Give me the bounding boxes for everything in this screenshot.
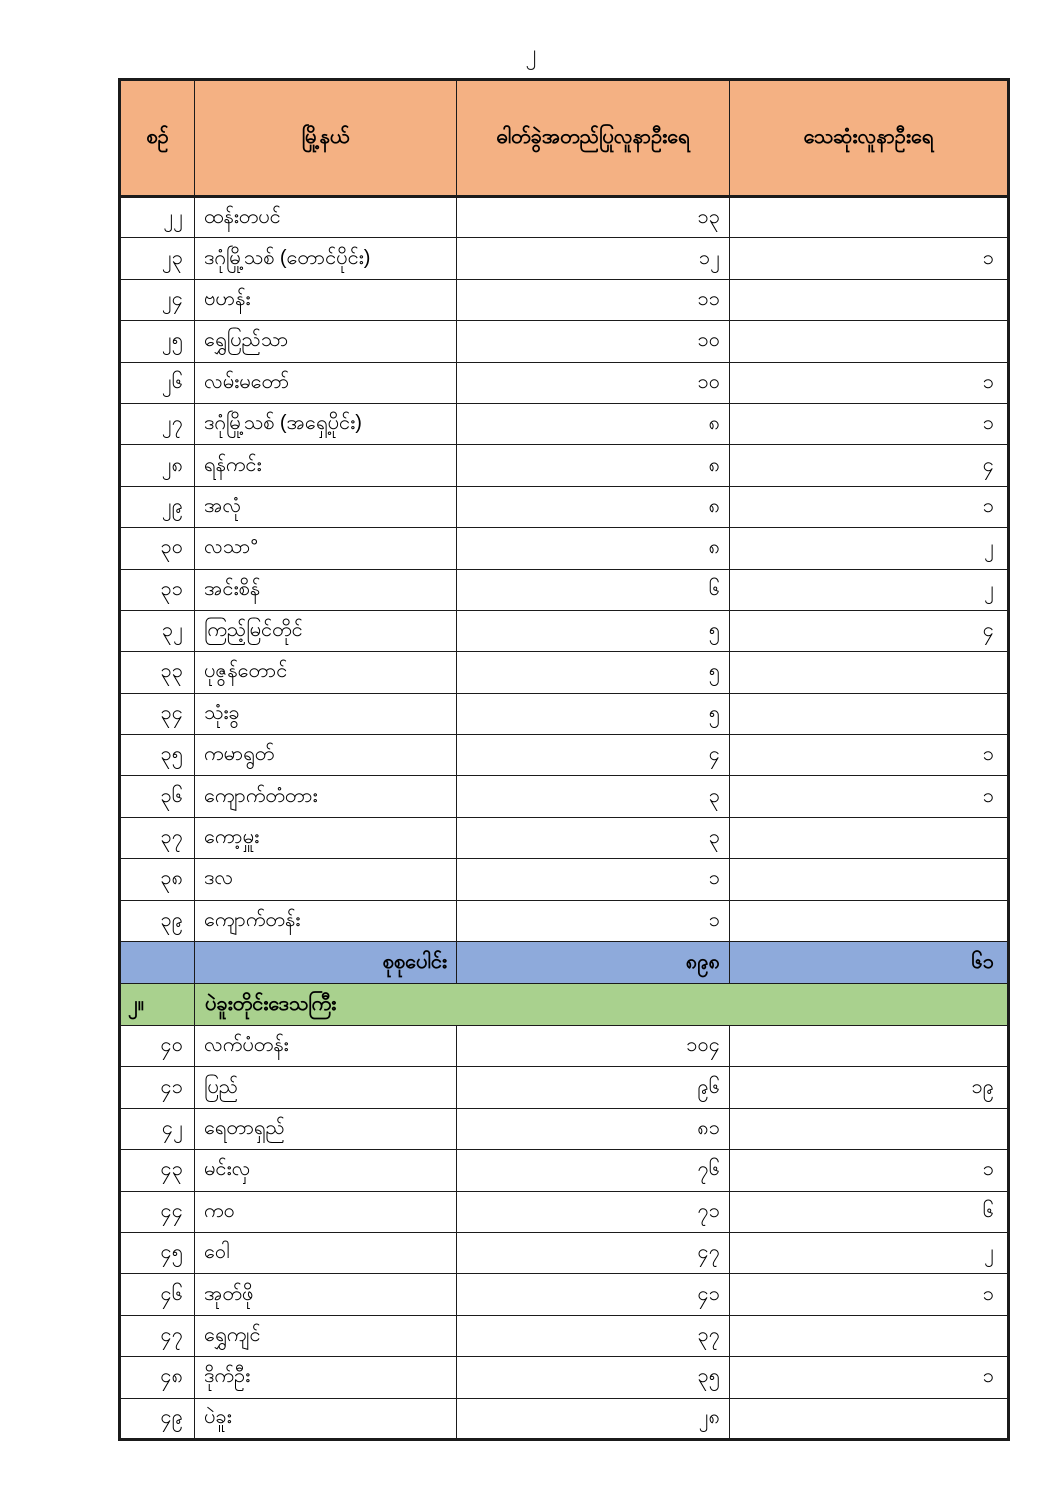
table-row bbox=[120, 362, 1009, 403]
death-count-cell: ၁၉ bbox=[730, 1067, 1009, 1108]
death-count-cell: ၁ bbox=[730, 735, 1009, 776]
row-number-cell: ၄၉ bbox=[120, 1398, 195, 1439]
header-death-count: သေဆုံးလူနာဦးရေ bbox=[730, 80, 1009, 197]
township-name-cell: အင်းစိန် bbox=[195, 569, 457, 610]
death-count-cell bbox=[730, 197, 1009, 238]
confirmed-count-cell: ၅ bbox=[457, 693, 730, 734]
township-name-cell: ကမာရွတ် bbox=[195, 735, 457, 776]
confirmed-count-cell: ၅ bbox=[457, 610, 730, 651]
table-row bbox=[120, 735, 1009, 776]
row-number-cell: ၃၀ bbox=[120, 528, 195, 569]
death-count-cell: ၂ bbox=[730, 528, 1009, 569]
confirmed-count-cell: ၁၃ bbox=[457, 197, 730, 238]
total-confirmed-cell: ၈၉၈ bbox=[457, 942, 730, 984]
death-count-cell bbox=[730, 279, 1009, 320]
total-row bbox=[120, 942, 1009, 984]
confirmed-count-cell: ၁၂ bbox=[457, 238, 730, 279]
township-name-cell: ပဲခူး bbox=[195, 1398, 457, 1439]
township-name-cell: ရန်ကင်း bbox=[195, 445, 457, 486]
row-number-cell: ၃၁ bbox=[120, 569, 195, 610]
confirmed-count-cell: ၈ bbox=[457, 486, 730, 527]
death-count-cell: ၂ bbox=[730, 569, 1009, 610]
row-number-cell: ၄၅ bbox=[120, 1232, 195, 1273]
death-count-cell: ၄ bbox=[730, 445, 1009, 486]
row-number-cell: ၃၆ bbox=[120, 776, 195, 817]
table-row bbox=[120, 279, 1009, 320]
death-count-cell: ၆ bbox=[730, 1191, 1009, 1232]
page-number: ၂ bbox=[525, 40, 537, 65]
row-number-cell: ၃၇ bbox=[120, 817, 195, 858]
township-name-cell: လမ်းမတော် bbox=[195, 362, 457, 403]
confirmed-count-cell: ၈ bbox=[457, 528, 730, 569]
table-row bbox=[120, 1108, 1009, 1149]
confirmed-count-cell: ၅ bbox=[457, 652, 730, 693]
confirmed-count-cell: ၈ bbox=[457, 445, 730, 486]
township-name-cell: အုတ်ဖို bbox=[195, 1274, 457, 1315]
confirmed-count-cell: ၁၀ bbox=[457, 321, 730, 362]
row-number-cell: ၄၄ bbox=[120, 1191, 195, 1232]
township-name-cell: ကြည့်မြင်တိုင် bbox=[195, 610, 457, 651]
table-row bbox=[120, 1274, 1009, 1315]
row-number-cell: ၂၄ bbox=[120, 279, 195, 320]
confirmed-count-cell: ၇၁ bbox=[457, 1191, 730, 1232]
death-count-cell: ၂ bbox=[730, 1232, 1009, 1273]
township-name-cell: သုံးခွ bbox=[195, 693, 457, 734]
table-row bbox=[120, 569, 1009, 610]
confirmed-count-cell: ၄၁ bbox=[457, 1274, 730, 1315]
table-row bbox=[120, 652, 1009, 693]
table-row bbox=[120, 486, 1009, 527]
township-name-cell: ဒလ bbox=[195, 859, 457, 900]
row-number-cell: ၃၈ bbox=[120, 859, 195, 900]
yangon-township-rows bbox=[120, 197, 1009, 942]
row-number-cell: ၄၇ bbox=[120, 1315, 195, 1356]
table-row bbox=[120, 238, 1009, 279]
header-confirmed-count: ဓါတ်ခွဲအတည်ပြုလူနာဦးရေ bbox=[457, 80, 730, 197]
death-count-cell bbox=[730, 900, 1009, 941]
table-row bbox=[120, 321, 1009, 362]
township-name-cell: ကျောက်တန်း bbox=[195, 900, 457, 941]
row-number-cell: ၂၃ bbox=[120, 238, 195, 279]
header-no: စဉ် bbox=[120, 80, 195, 197]
death-count-cell bbox=[730, 859, 1009, 900]
confirmed-count-cell: ၆ bbox=[457, 569, 730, 610]
township-name-cell: ဝေါ bbox=[195, 1232, 457, 1273]
death-count-cell bbox=[730, 1398, 1009, 1439]
confirmed-count-cell: ၇၆ bbox=[457, 1150, 730, 1191]
township-name-cell: ရေတာရှည် bbox=[195, 1108, 457, 1149]
confirmed-count-cell: ၈ bbox=[457, 403, 730, 444]
row-number-cell: ၂၅ bbox=[120, 321, 195, 362]
death-count-cell: ၁ bbox=[730, 403, 1009, 444]
table-row bbox=[120, 693, 1009, 734]
table-row bbox=[120, 1026, 1009, 1067]
row-number-cell: ၄၁ bbox=[120, 1067, 195, 1108]
township-name-cell: ရွှေပြည်သာ bbox=[195, 321, 457, 362]
death-count-cell bbox=[730, 693, 1009, 734]
confirmed-count-cell: ၁၁ bbox=[457, 279, 730, 320]
table-row bbox=[120, 776, 1009, 817]
header-township: မြို့နယ် bbox=[195, 80, 457, 197]
death-count-cell: ၁ bbox=[730, 1150, 1009, 1191]
death-count-cell bbox=[730, 817, 1009, 858]
table-row bbox=[120, 403, 1009, 444]
death-count-cell bbox=[730, 652, 1009, 693]
township-name-cell: ဗဟန်း bbox=[195, 279, 457, 320]
row-number-cell: ၂၆ bbox=[120, 362, 195, 403]
row-number-cell: ၄၂ bbox=[120, 1108, 195, 1149]
table-row bbox=[120, 197, 1009, 238]
summary-and-section bbox=[120, 942, 1009, 1026]
row-number-cell: ၂၈ bbox=[120, 445, 195, 486]
total-deaths-cell: ၆၁ bbox=[730, 942, 1009, 984]
total-label-cell: စုစုပေါင်း bbox=[195, 942, 457, 984]
death-count-cell: ၄ bbox=[730, 610, 1009, 651]
township-name-cell: အလုံ bbox=[195, 486, 457, 527]
row-number-cell: ၂၂ bbox=[120, 197, 195, 238]
bago-township-rows bbox=[120, 1026, 1009, 1440]
confirmed-count-cell: ၃ bbox=[457, 776, 730, 817]
table-row bbox=[120, 1315, 1009, 1356]
row-number-cell: ၄၃ bbox=[120, 1150, 195, 1191]
table-row bbox=[120, 1398, 1009, 1439]
table-row bbox=[120, 610, 1009, 651]
township-name-cell: ကျောက်တံတား bbox=[195, 776, 457, 817]
township-name-cell: ဒဂုံမြို့သစ် (တောင်ပိုင်း) bbox=[195, 238, 457, 279]
table-row bbox=[120, 1067, 1009, 1108]
row-number-cell: ၄၈ bbox=[120, 1357, 195, 1398]
covid-township-table bbox=[118, 78, 1010, 1441]
table-row bbox=[120, 859, 1009, 900]
table-row bbox=[120, 1191, 1009, 1232]
row-number-cell: ၃၂ bbox=[120, 610, 195, 651]
township-name-cell: ဒိုက်ဦး bbox=[195, 1357, 457, 1398]
table-row bbox=[120, 817, 1009, 858]
death-count-cell bbox=[730, 1108, 1009, 1149]
death-count-cell: ၁ bbox=[730, 486, 1009, 527]
confirmed-count-cell: ၁ bbox=[457, 859, 730, 900]
confirmed-count-cell: ၈၁ bbox=[457, 1108, 730, 1149]
death-count-cell: ၁ bbox=[730, 362, 1009, 403]
confirmed-count-cell: ၄ bbox=[457, 735, 730, 776]
confirmed-count-cell: ၃၅ bbox=[457, 1357, 730, 1398]
death-count-cell: ၁ bbox=[730, 238, 1009, 279]
confirmed-count-cell: ၁၀၄ bbox=[457, 1026, 730, 1067]
township-name-cell: ပုဇွန်တောင် bbox=[195, 652, 457, 693]
row-number-cell: ၃၄ bbox=[120, 693, 195, 734]
death-count-cell bbox=[730, 321, 1009, 362]
township-name-cell: ကော့မှူး bbox=[195, 817, 457, 858]
confirmed-count-cell: ၁၀ bbox=[457, 362, 730, 403]
row-number-cell: ၂၉ bbox=[120, 486, 195, 527]
township-name-cell: လသာ° bbox=[195, 528, 457, 569]
township-name-cell: မင်းလှ bbox=[195, 1150, 457, 1191]
section-number-cell: ၂။ bbox=[120, 984, 195, 1026]
death-count-cell bbox=[730, 1026, 1009, 1067]
row-number-cell: ၂၇ bbox=[120, 403, 195, 444]
table-row bbox=[120, 1357, 1009, 1398]
table-row bbox=[120, 1232, 1009, 1273]
table-row bbox=[120, 900, 1009, 941]
row-number-cell: ၃၅ bbox=[120, 735, 195, 776]
confirmed-count-cell: ၂၈ bbox=[457, 1398, 730, 1439]
confirmed-count-cell: ၄၇ bbox=[457, 1232, 730, 1273]
confirmed-count-cell: ၃ bbox=[457, 817, 730, 858]
death-count-cell: ၁ bbox=[730, 1274, 1009, 1315]
table-header-row bbox=[120, 80, 1009, 197]
death-count-cell bbox=[730, 1315, 1009, 1356]
township-name-cell: ဒဂုံမြို့သစ် (အရှေ့ပိုင်း) bbox=[195, 403, 457, 444]
death-count-cell: ၁ bbox=[730, 1357, 1009, 1398]
death-count-cell: ၁ bbox=[730, 776, 1009, 817]
township-name-cell: ကဝ bbox=[195, 1191, 457, 1232]
total-empty-cell bbox=[120, 942, 195, 984]
table-row bbox=[120, 528, 1009, 569]
table-row bbox=[120, 445, 1009, 486]
township-name-cell: ထန်းတပင် bbox=[195, 197, 457, 238]
confirmed-count-cell: ၉၆ bbox=[457, 1067, 730, 1108]
confirmed-count-cell: ၃၇ bbox=[457, 1315, 730, 1356]
row-number-cell: ၃၉ bbox=[120, 900, 195, 941]
township-name-cell: ရွှေကျင် bbox=[195, 1315, 457, 1356]
table-row bbox=[120, 1150, 1009, 1191]
row-number-cell: ၃၃ bbox=[120, 652, 195, 693]
row-number-cell: ၄၀ bbox=[120, 1026, 195, 1067]
row-number-cell: ၄၆ bbox=[120, 1274, 195, 1315]
township-name-cell: လက်ပံတန်း bbox=[195, 1026, 457, 1067]
section-header-row-bago bbox=[120, 984, 1009, 1026]
section-title-cell: ပဲခူးတိုင်းဒေသကြီး bbox=[195, 984, 1009, 1026]
confirmed-count-cell: ၁ bbox=[457, 900, 730, 941]
township-name-cell: ပြည် bbox=[195, 1067, 457, 1108]
